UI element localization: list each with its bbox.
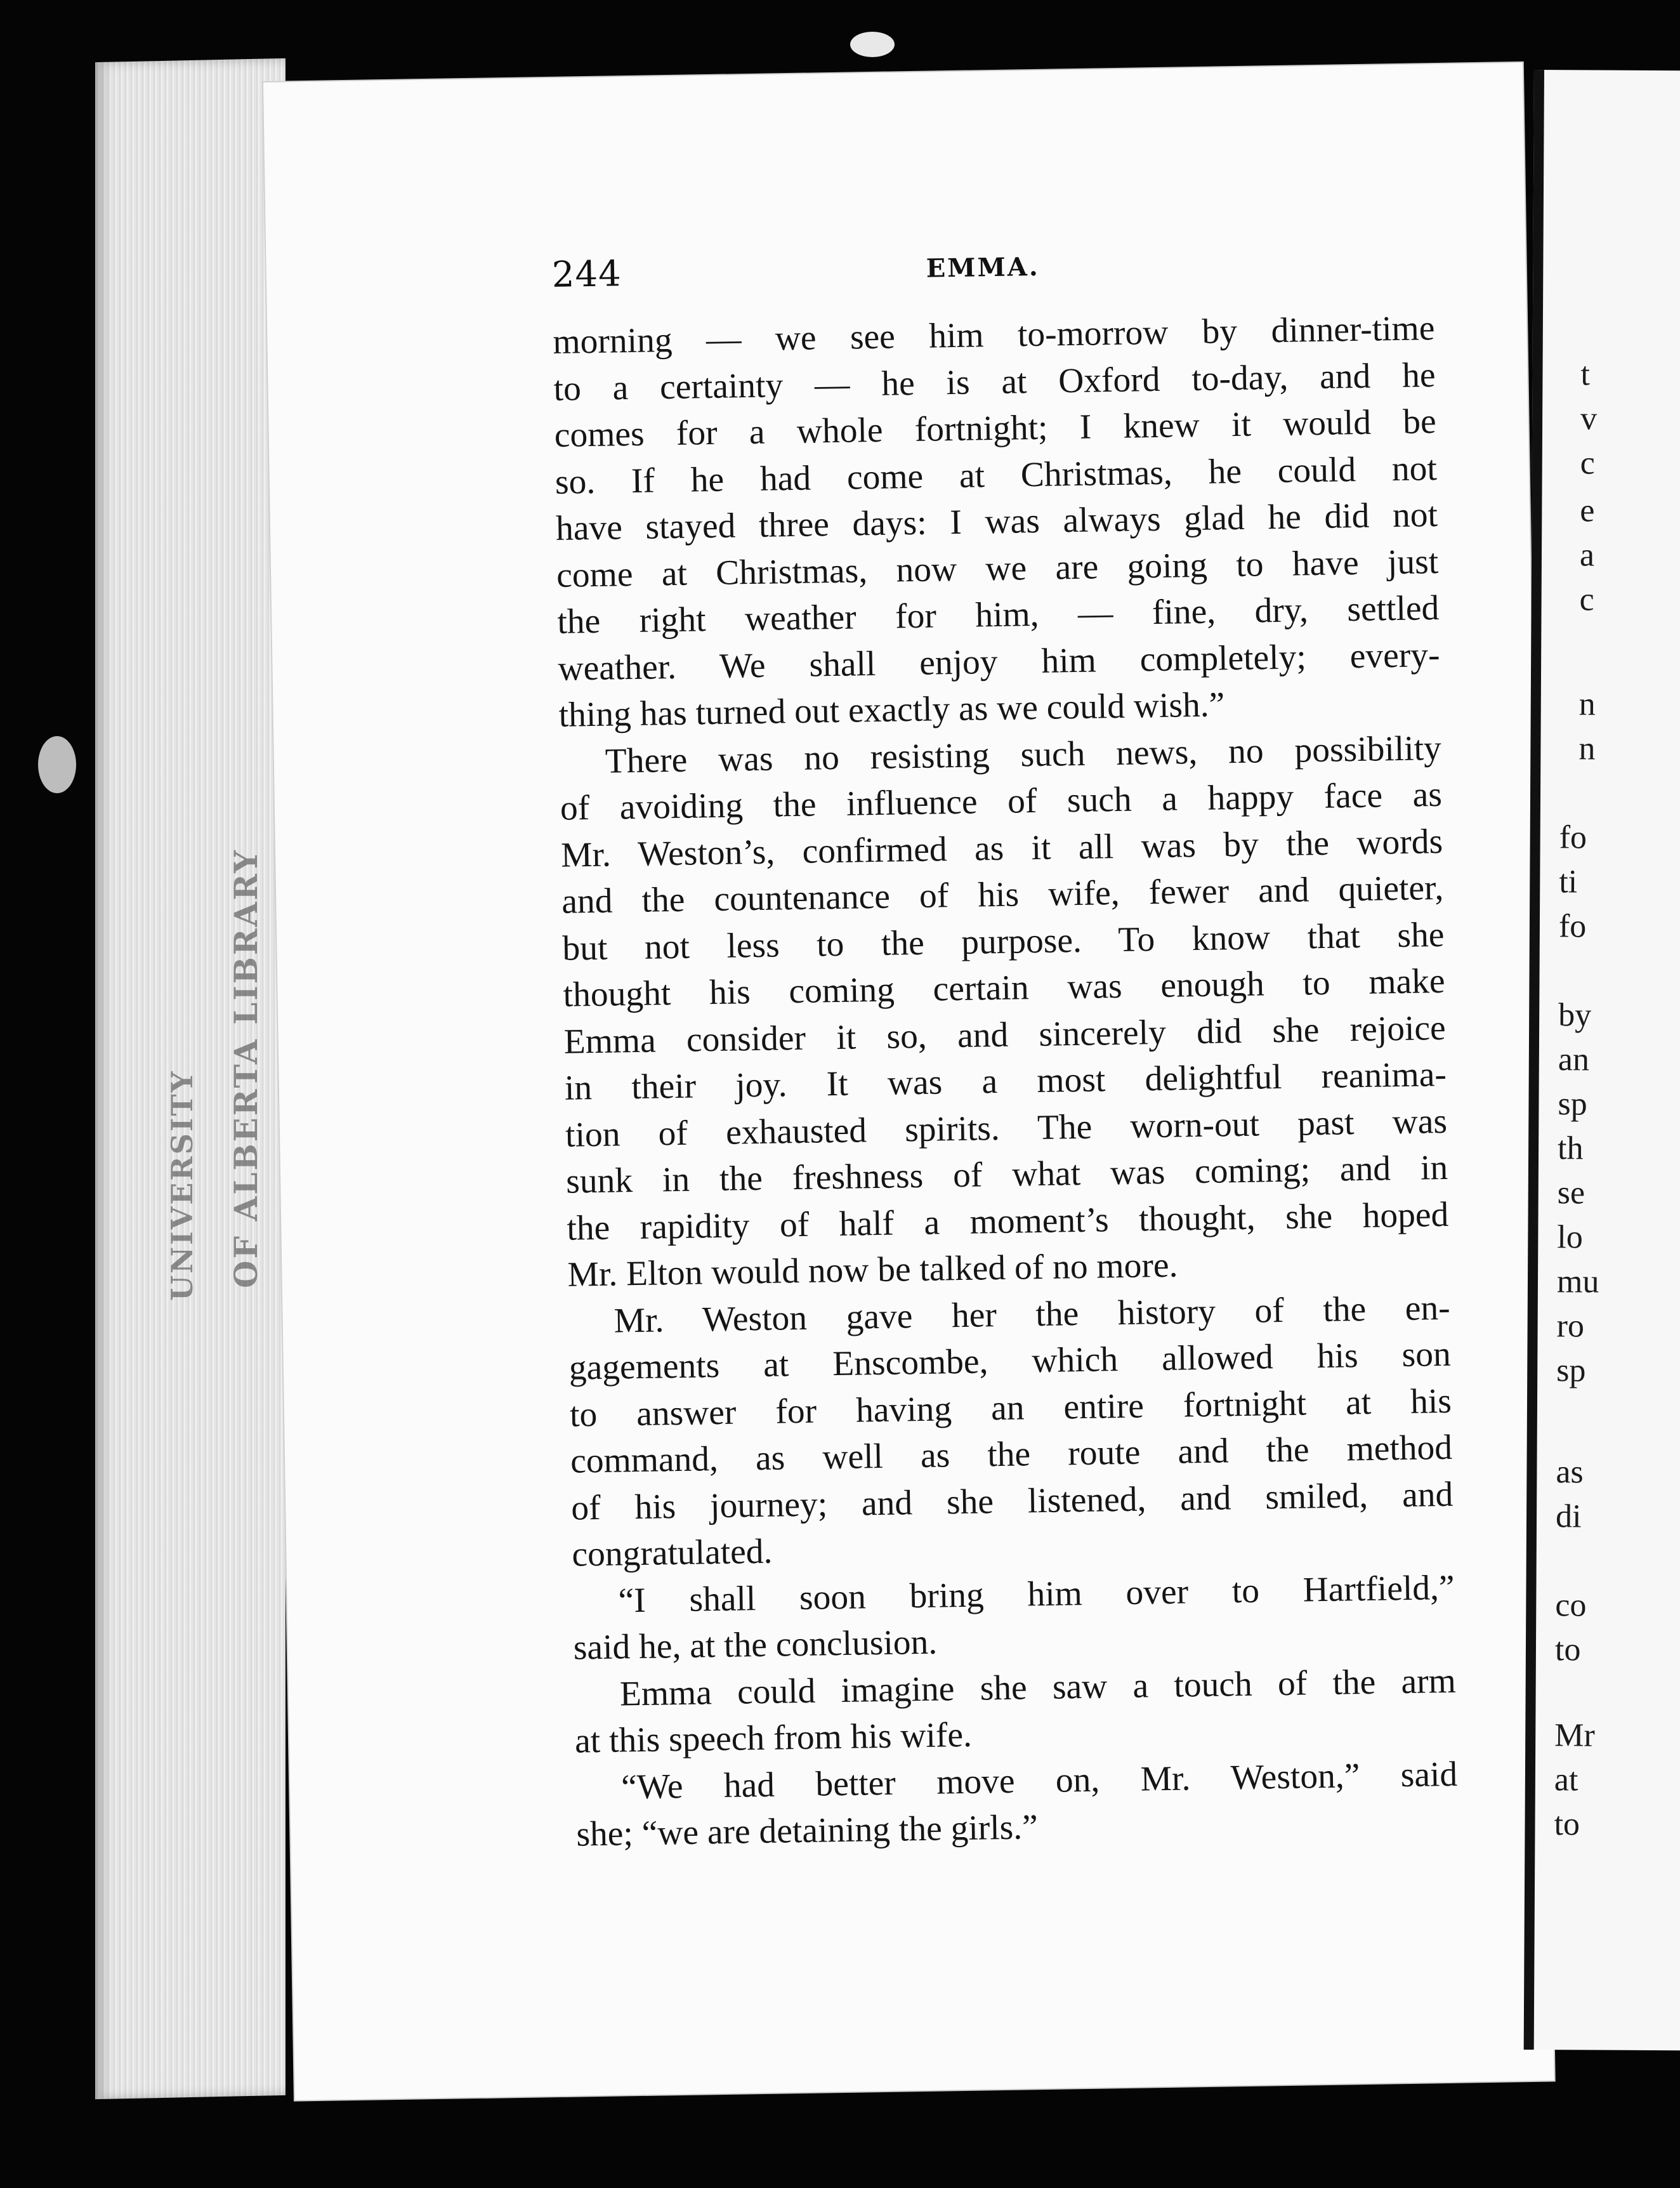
text-line: Mr. Elton would now be talked of no more. [567,1246,1178,1295]
facing-page-line-fragment: se [1557,1175,1585,1211]
facing-page-line-fragment: to [1554,1631,1581,1668]
paragraph-start-line: “I shall soon bring him over to Hartfield,” [618,1568,1455,1621]
text-line: weather. We shall enjoy him completely; every- [558,635,1440,689]
page-number: 244 [551,253,622,296]
paragraph-start-line: “We had better move on, Mr. Weston,” said [620,1755,1458,1807]
text-line: of his journey; and she listened, and smiled, and [570,1475,1454,1528]
dust-speck [38,736,76,793]
facing-page-line-fragment: n [1578,686,1596,723]
text-line: of avoiding the influence of such a happy face as [560,775,1443,828]
running-head [551,241,1427,305]
running-title: EMMA. [926,251,1040,284]
text-line: Mr. Weston’s, confirmed as it all was by the words [560,822,1443,875]
stamp-line-university: UNIVERSITY [165,1069,199,1301]
stamp-line-alberta-library: OF ALBERTA LIBRARY [227,848,265,1288]
text-line: come at Christmas, now we are going to have just [556,542,1439,595]
facing-page-line-fragment: at [1554,1762,1578,1798]
text-line: comes for a whole fortnight; I knew it would be [554,402,1437,455]
text-line: the right weather for him, — fine, dry, settled [556,588,1440,642]
facing-page-line-fragment: lo [1557,1219,1583,1256]
text-line: and the countenance of his wife, fewer and quieter, [561,868,1444,921]
facing-page-line-fragment: by [1558,997,1592,1034]
facing-page-line-fragment: to [1554,1806,1580,1843]
facing-page-line-fragment: ti [1559,864,1578,900]
facing-page-line-fragment: sp [1558,1086,1587,1123]
text-line: morning — we see him to-morrow by dinner-time [553,309,1435,362]
facing-page-line-fragment: as [1556,1454,1584,1491]
facing-page-fragment [1524,70,1680,2050]
body-text [553,305,1459,1858]
facing-page-line-fragment: Mr [1554,1717,1595,1754]
text-line: Emma consider it so, and sincerely did she rejoice [563,1008,1447,1062]
facing-page-line-fragment: e [1580,492,1595,529]
facing-page-line-fragment: a [1579,537,1595,574]
text-line: said he, at the conclusion. [573,1623,938,1668]
text-line: thing has turned out exactly as we could wish.” [558,685,1225,735]
text-line: to answer for having an entire fortnight at his [569,1381,1452,1435]
facing-page-line-fragment: th [1557,1130,1584,1167]
text-line: so. If he had come at Christmas, he could not [555,449,1438,502]
text-line: tion of exhausted spirits. The worn-out past was [565,1102,1448,1155]
text-line: gagements at Enscombe, which allowed his son [568,1335,1452,1388]
facing-page-line-fragment: mu [1556,1263,1599,1300]
facing-page-line-fragment: co [1555,1587,1587,1624]
text-line: command, as well as the route and the method [570,1428,1453,1481]
facing-page-line-fragment: c [1580,445,1595,482]
text-line: have stayed three days: I was always glad he did not [555,496,1438,548]
facing-page-line-fragment: v [1580,400,1598,437]
paragraph-start-line: Mr. Weston gave her the history of the en- [614,1288,1451,1341]
facing-page-line-fragment: ro [1556,1308,1585,1345]
text-line: congratulated. [572,1532,773,1574]
facing-page-line-fragment: t [1580,356,1591,393]
facing-page-line-fragment: fo [1558,908,1587,945]
facing-page-line-fragment: fo [1559,819,1587,856]
text-line: at this speech from his wife. [574,1715,973,1761]
text-line: thought his coming certain was enough to make [563,961,1445,1015]
library-stamp [152,848,266,1301]
text-line: but not less to the purpose. To know that she [562,915,1445,968]
facing-page-line-fragment: di [1555,1498,1582,1535]
facing-page-line-fragment: c [1579,581,1594,618]
paragraph-start-line: There was no resisting such news, no possibility [605,728,1442,781]
facing-page-line-fragment: sp [1556,1352,1586,1389]
facing-page-line-fragment: an [1558,1041,1590,1078]
facing-page-line-fragment: n [1578,730,1596,767]
book-page-244 [263,63,1554,2100]
text-line: sunk in the freshness of what was coming; and in [565,1148,1448,1201]
text-line: the rapidity of half a moment’s thought, she hoped [566,1195,1449,1248]
paragraph-start-line: Emma could imagine she saw a touch of the arm [619,1661,1457,1713]
text-line: in their joy. It was a most delightful reanima- [564,1055,1447,1108]
dust-speck [850,32,895,57]
text-line: she; “we are detaining the girls.” [575,1808,1039,1854]
text-line: to a certainty — he is at Oxford to-day, and he [553,355,1436,409]
